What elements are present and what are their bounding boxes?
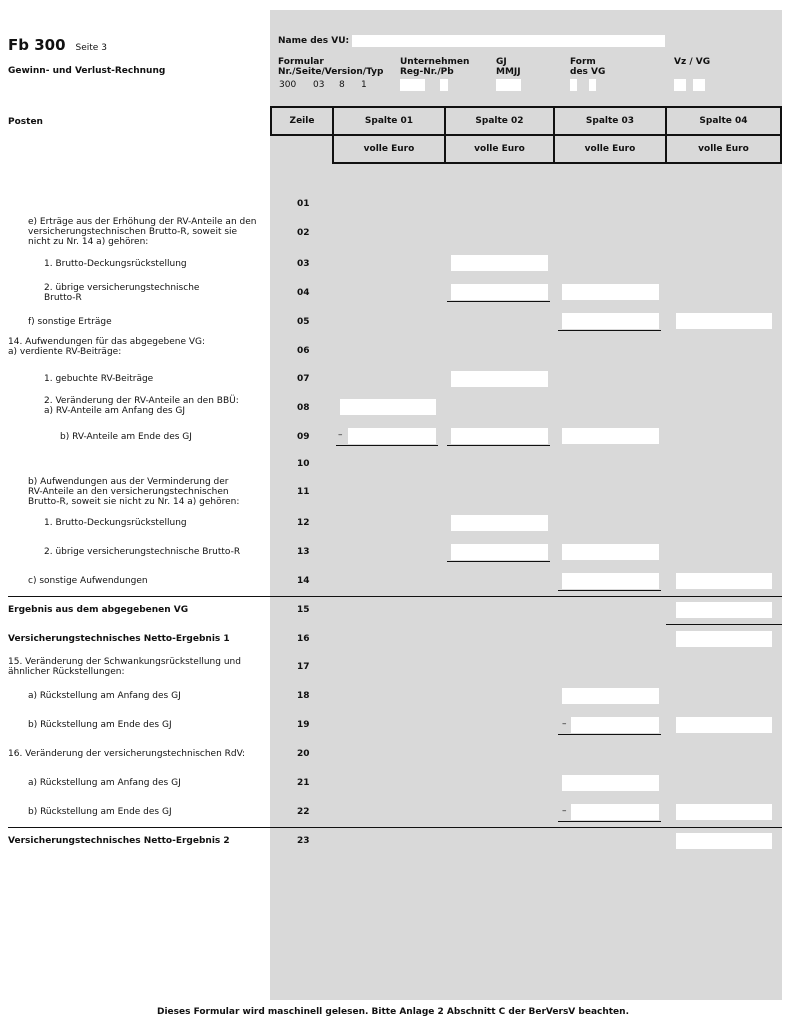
vz-vg-label: Vz / VG: [674, 57, 711, 67]
divider-15: [8, 596, 782, 597]
row-22-label: b) Rückstellung am Ende des GJ: [28, 807, 172, 817]
row-num-09: 09: [297, 432, 310, 442]
unit-03: volle Euro: [553, 134, 667, 164]
r09-s01-input[interactable]: [348, 428, 436, 444]
r15-s04-underline: [666, 624, 782, 625]
row-num-08: 08: [297, 403, 310, 413]
form-vg-input-2[interactable]: [589, 79, 596, 91]
spalte-02-header: Spalte 02: [444, 106, 555, 136]
row-num-04: 04: [297, 288, 310, 298]
formular-label-2: Nr./Seite/Version/Typ: [278, 67, 384, 77]
r19-s03-underline: [558, 734, 661, 735]
r09-s02-input[interactable]: [451, 428, 548, 444]
r04-s02-underline: [447, 301, 550, 302]
formular-label-1: Formular: [278, 57, 324, 67]
row-15-label: Ergebnis aus dem abgegebenen VG: [8, 605, 189, 615]
row-num-17: 17: [297, 662, 310, 672]
r07-s02-input[interactable]: [451, 371, 548, 387]
row-num-21: 21: [297, 778, 310, 788]
unit-02: volle Euro: [444, 134, 555, 164]
r09-s02-underline: [447, 445, 550, 446]
row-02-label: e) Erträge aus der Erhöhung der RV-Anteile an den versicherungstechnischen Brutto-R, soweit sie nicht zu Nr. 14 a) gehören:: [28, 217, 257, 247]
row-num-15: 15: [297, 605, 310, 615]
r09-s03-input[interactable]: [562, 428, 659, 444]
posten-header: Posten: [8, 117, 43, 127]
vg-input[interactable]: [693, 79, 705, 91]
r14-s03-underline: [558, 590, 661, 591]
unternehmen-label-2: Reg-Nr./Pb: [400, 67, 454, 77]
row-num-13: 13: [297, 547, 310, 557]
r13-s02-underline: [447, 561, 550, 562]
spalte-01-header: Spalte 01: [332, 106, 446, 136]
pb-input[interactable]: [440, 79, 448, 91]
gj-label-2: MMJJ: [496, 67, 521, 77]
page-label: Seite 3: [75, 43, 107, 53]
gj-input[interactable]: [496, 79, 521, 91]
row-num-01: 01: [297, 199, 310, 209]
row-num-05: 05: [297, 317, 310, 327]
form-label-2: des VG: [570, 67, 606, 77]
r19-s03-input[interactable]: [571, 717, 659, 733]
footer-note: Dieses Formular wird maschinell gelesen. Bitte Anlage 2 Abschnitt C der BerVersV beachten.: [156, 1007, 629, 1017]
r05-s03-input[interactable]: [562, 313, 659, 329]
r19-s04-input[interactable]: [676, 717, 772, 733]
row-09-label: b) RV-Anteile am Ende des GJ: [60, 432, 192, 442]
row-06-label: 14. Aufwendungen für das abgegebene VG: a) verdiente RV-Beiträge:: [8, 337, 206, 357]
r13-s03-input[interactable]: [562, 544, 659, 560]
r19-s03-minus: –: [562, 719, 567, 729]
r22-s03-input[interactable]: [571, 804, 659, 820]
form-vg-input-1[interactable]: [570, 79, 577, 91]
row-num-11: 11: [297, 487, 310, 497]
row-21-label: a) Rückstellung am Anfang des GJ: [28, 778, 181, 788]
unternehmen-label-1: Unternehmen: [400, 57, 470, 67]
r15-s04-input[interactable]: [676, 602, 772, 618]
r14-s04-input[interactable]: [676, 573, 772, 589]
row-03-label: 1. Brutto-Deckungsrückstellung: [44, 259, 187, 269]
formular-version: 8: [339, 80, 345, 90]
row-19-label: b) Rückstellung am Ende des GJ: [28, 720, 172, 730]
row-num-16: 16: [297, 634, 310, 644]
r18-s03-input[interactable]: [562, 688, 659, 704]
form-subtitle: Gewinn- und Verlust-Rechnung: [8, 66, 166, 76]
r21-s03-input[interactable]: [562, 775, 659, 791]
formular-nr: 300: [279, 80, 297, 90]
formular-seite: 03: [313, 80, 325, 90]
formular-typ: 1: [361, 80, 367, 90]
r08-s01-input[interactable]: [340, 399, 436, 415]
row-07-label: 1. gebuchte RV-Beiträge: [44, 374, 154, 384]
spalte-03-header: Spalte 03: [553, 106, 667, 136]
r09-s01-minus: –: [338, 430, 343, 440]
row-num-03: 03: [297, 259, 310, 269]
unit-01: volle Euro: [332, 134, 446, 164]
row-16-label: Versicherungstechnisches Netto-Ergebnis 1: [8, 634, 230, 644]
row-num-23: 23: [297, 836, 310, 846]
row-num-07: 07: [297, 374, 310, 384]
row-num-19: 19: [297, 720, 310, 730]
form-code: Fb 300 Seite 3: [8, 36, 107, 54]
row-num-14: 14: [297, 576, 310, 586]
r13-s02-input[interactable]: [451, 544, 548, 560]
row-20-label: 16. Veränderung der versicherungstechnischen RdV:: [8, 749, 246, 759]
r22-s03-minus: –: [562, 806, 567, 816]
zeile-header: Zeile: [270, 106, 334, 136]
row-num-12: 12: [297, 518, 310, 528]
reg-nr-input[interactable]: [400, 79, 425, 91]
row-num-10: 10: [297, 459, 310, 469]
r12-s02-input[interactable]: [451, 515, 548, 531]
row-05-label: f) sonstige Erträge: [28, 317, 112, 327]
row-08-label: 2. Veränderung der RV-Anteile an den BBÜ: a) RV-Anteile am Anfang des GJ: [44, 396, 239, 416]
unit-04: volle Euro: [665, 134, 782, 164]
r22-s04-input[interactable]: [676, 804, 772, 820]
row-11-label: b) Aufwendungen aus der Verminderung der RV-Anteile an den versicherungstechnischen Brutto-R, soweit sie nicht zu Nr. 14 a) gehören:: [28, 477, 240, 507]
r23-s04-input[interactable]: [676, 833, 772, 849]
row-04-label: 2. übrige versicherungstechnische Brutto-R: [44, 283, 200, 303]
r05-s04-input[interactable]: [676, 313, 772, 329]
r16-s04-input[interactable]: [676, 631, 772, 647]
r03-s02-input[interactable]: [451, 255, 548, 271]
name-label: Name des VU:: [278, 36, 350, 46]
row-num-06: 06: [297, 346, 310, 356]
row-num-20: 20: [297, 749, 310, 759]
r04-s03-input[interactable]: [562, 284, 659, 300]
row-12-label: 1. Brutto-Deckungsrückstellung: [44, 518, 187, 528]
r22-s03-underline: [558, 821, 661, 822]
row-num-18: 18: [297, 691, 310, 701]
spalte-04-header: Spalte 04: [665, 106, 782, 136]
r04-s02-input[interactable]: [451, 284, 548, 300]
name-input[interactable]: [352, 35, 665, 47]
row-13-label: 2. übrige versicherungstechnische Brutto-R: [44, 547, 241, 557]
divider-23: [8, 827, 782, 828]
gj-label-1: GJ: [496, 57, 507, 67]
r09-s01-underline: [336, 445, 438, 446]
row-23-label: Versicherungstechnisches Netto-Ergebnis 2: [8, 836, 230, 846]
row-18-label: a) Rückstellung am Anfang des GJ: [28, 691, 181, 701]
row-17-label: 15. Veränderung der Schwankungsrückstellung und ähnlicher Rückstellungen:: [8, 657, 241, 677]
r05-s03-underline: [558, 330, 661, 331]
row-num-02: 02: [297, 228, 310, 238]
r14-s03-input[interactable]: [562, 573, 659, 589]
form-label-1: Form: [570, 57, 596, 67]
vz-input[interactable]: [674, 79, 686, 91]
row-num-22: 22: [297, 807, 310, 817]
row-14-label: c) sonstige Aufwendungen: [28, 576, 148, 586]
